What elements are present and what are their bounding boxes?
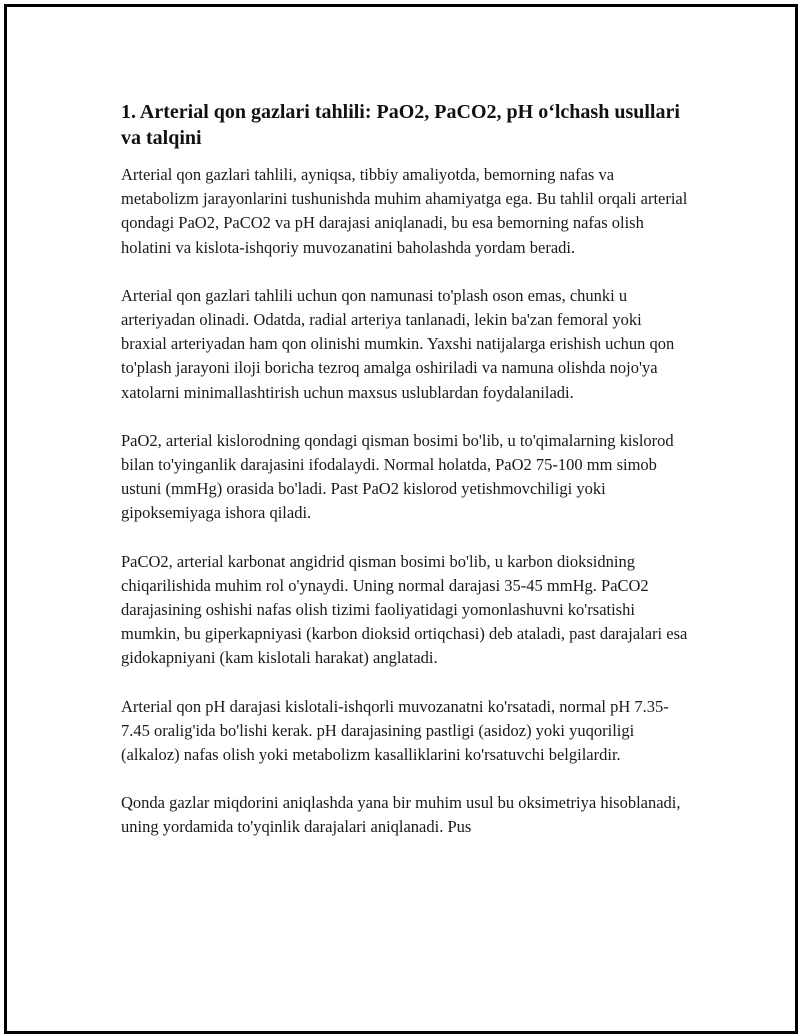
paragraph-1: Arterial qon gazlari tahlili, ayniqsa, tibbiy amaliyotda, bemorning nafas va metabolizm jarayonlarini tushunishda muhim ahamiyatga ega. Bu tahlil orqali arterial qondagi PaO2, PaCO2 va pH darajasi aniqlanadi, bu esa bemorning nafas olish holatini va kislota-ishqoriy muvozanatini baholashda yordam beradi. — [121, 165, 688, 257]
document-body — [121, 99, 691, 864]
paragraph-2: Arterial qon gazlari tahlili uchun qon namunasi to'plash oson emas, chunki u arteriyadan olinadi. Odatda, radial arteriya tanlanadi, lekin ba'zan femoral yoki braxial arteriyadan ham qon olinishi mumkin. Yaxshi natijalarga erishish uchun qon to'plash jarayoni iloji boricha tezroq amalga oshiriladi va namuna olishda nojo'ya xatolarni minimallashtirish uchun maxsus uslublardan foydalaniladi. — [121, 285, 675, 402]
paragraph-6: Qonda gazlar miqdorini aniqlashda yana bir muhim usul bu oksimetriya hisoblanadi, uning yordamida to'yqinlik darajalari aniqlanadi. Pus — [121, 793, 681, 837]
paragraph-3: PaO2, arterial kislorodning qondagi qisman bosimi bo'lib, u to'qimalarning kislorod bilan to'yinganlik darajasini ifodalaydi. Normal holatda, PaO2 75-100 mm simob ustuni (mmHg) orasida bo'ladi. Past PaO2 kislorod yetishmovchiligi yoki gipoksemiyaga ishora qiladi. — [121, 430, 674, 523]
document-title: 1. Arterial qon gazlari tahlili: PaO2, PaCO2, pH o‘lchash usullari va talqini — [121, 101, 680, 149]
paragraph-4: PaCO2, arterial karbonat angidrid qisman bosimi bo'lib, u karbon dioksidning chiqarilishida muhim rol o'ynaydi. Uning normal darajasi 35-45 mmHg. PaCO2 darajasining oshishi nafas olish tizimi faoliyatidagi yomonlashuvni ko'rsatishi mumkin, bu giperkapniyasi (karbon dioksid ortiqchasi) deb ataladi, past darajalari esa gidokapniyani (kam kislotali harakat) anglatadi. — [121, 551, 688, 668]
paragraph-5: Arterial qon pH darajasi kislotali-ishqorli muvozanatni ko'rsatadi, normal pH 7.35-7.45 oralig'ida bo'lishi kerak. pH darajasining pastligi (asidoz) yoki yuqoriligi (alkaloz) nafas olish yoki metabolizm kasalliklarini ko'rsatuvchi belgilardir. — [121, 696, 669, 765]
page-frame — [4, 4, 798, 1034]
